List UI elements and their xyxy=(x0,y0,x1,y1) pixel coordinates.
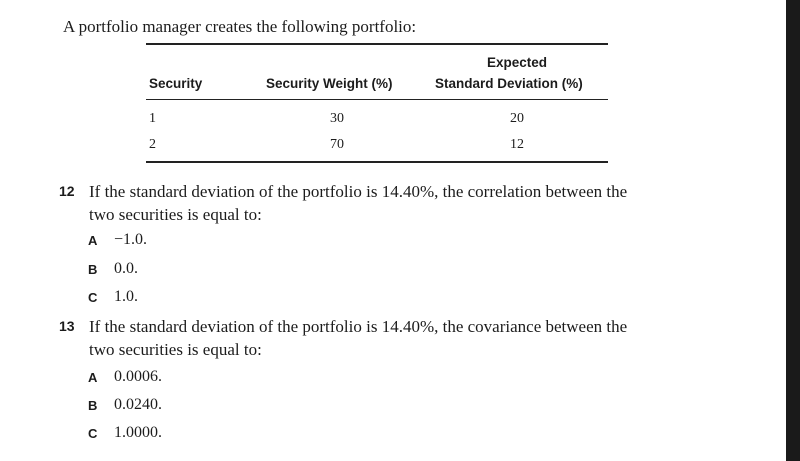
intro-text: A portfolio manager creates the following portfolio: xyxy=(63,17,417,36)
table-cell-sd: 12 xyxy=(510,137,524,152)
option-text: 0.0006. xyxy=(114,368,162,385)
table-cell-weight: 70 xyxy=(330,137,344,152)
option-letter: A xyxy=(88,370,98,385)
option-text: 0.0. xyxy=(114,260,138,277)
option-text: 1.0. xyxy=(114,288,138,305)
question-text xyxy=(89,180,709,226)
question-line: If the standard deviation of the portfolio is 14.40%, the covariance between the xyxy=(89,317,628,336)
option-letter: B xyxy=(88,398,98,413)
table-cell-sd: 20 xyxy=(510,111,524,126)
option-letter: B xyxy=(88,262,98,277)
question-line: two securities is equal to: xyxy=(89,340,262,359)
header-standard-deviation: Standard Deviation (%) xyxy=(435,76,583,91)
question-number: 13 xyxy=(59,318,75,334)
question-line: If the standard deviation of the portfolio is 14.40%, the correlation between the xyxy=(89,182,628,201)
table-cell-weight: 30 xyxy=(330,111,344,126)
table-cell-security: 2 xyxy=(149,137,156,152)
header-expected: Expected xyxy=(487,55,548,70)
option-letter: A xyxy=(88,233,98,248)
table-bottom-rule xyxy=(146,161,608,163)
header-security-weight: Security Weight (%) xyxy=(266,76,393,91)
header-security: Security xyxy=(149,76,203,91)
question-text xyxy=(89,315,709,361)
question-number: 12 xyxy=(59,183,75,199)
table-cell-security: 1 xyxy=(149,111,156,126)
table-top-rule xyxy=(146,43,608,45)
question-line: two securities is equal to: xyxy=(89,205,262,224)
option-text: 1.0000. xyxy=(114,424,162,441)
option-text: 0.0240. xyxy=(114,396,162,413)
table-header-rule xyxy=(146,99,608,100)
option-text: −1.0. xyxy=(114,231,148,248)
option-letter: C xyxy=(88,290,98,305)
option-letter: C xyxy=(88,426,98,441)
